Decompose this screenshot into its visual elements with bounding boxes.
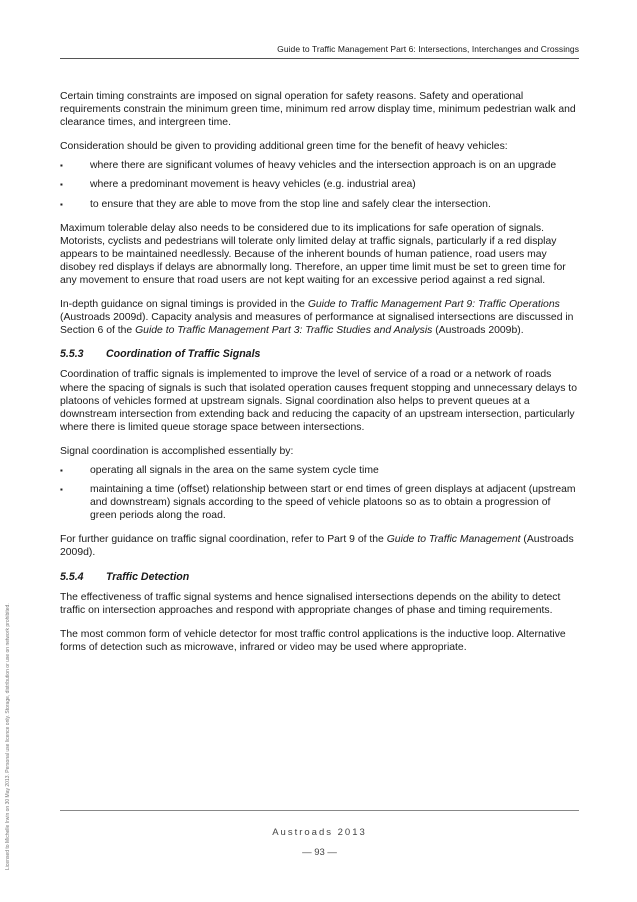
list-item: ▪ operating all signals in the area on the same system cycle time [60, 464, 579, 477]
reference-title: Guide to Traffic Management Part 9: Traffic Operations [307, 299, 560, 311]
reference-title: Guide to Traffic Management [386, 534, 521, 546]
section-heading-5-5-4 [60, 571, 579, 584]
running-header [60, 44, 579, 59]
footer-organisation: Austroads 2013 [272, 827, 367, 838]
page-number: — 93 — [302, 847, 337, 858]
footer-divider [60, 810, 579, 811]
paragraph: The most common form of vehicle detector for most traffic control applications is the inductive loop. Alternative forms of detection such as microwave, infrared or video may be used where appropriate. [60, 628, 566, 653]
paragraph-references [60, 298, 579, 337]
section-number: 5.5.4 [60, 570, 84, 583]
text-run: For further guidance on traffic signal coordination, refer to Part 9 of the [60, 534, 387, 546]
bullet-list-coordination [60, 464, 579, 522]
section-heading-5-5-3 [60, 348, 579, 361]
paragraph: Maximum tolerable delay also needs to be considered due to its implications for safe operation of signals. Motorists, cyclists and pedestrians will tolerate only limited delay at traffic signals, particularly if a red display appears to be maintained needlessly. Because of the inherent bounds of human patience, road users may disobey red displays if delays are abnormally long. Therefore, an upper time limit must be set to green time for any movement to ensure that road users are not kept waiting for an excessive period against a red signal. [60, 222, 566, 287]
text-run: (Austroads 2009b). [432, 325, 524, 337]
running-title: Guide to Traffic Management Part 6: Intersections, Interchanges and Crossings [277, 44, 579, 54]
paragraph: Certain timing constraints are imposed on signal operation for safety reasons. Safety and operational requirements constrain the minimum green time, minimum red arrow display time, minimum pedestrian walk and clearance times, and intergreen time. [60, 91, 576, 129]
list-item: ▪ to ensure that they are able to move from the stop line and safely clear the intersection. [60, 198, 579, 211]
text-run: (Austroads 2009d). Capacity analysis and measures of performance at signalised intersections are discussed in Section 6 of the [60, 312, 574, 337]
reference-title: Guide to Traffic Management Part 3: Traffic Studies and Analysis [135, 325, 433, 337]
bullet-list-heavy-vehicles [60, 159, 579, 210]
page-body [60, 90, 579, 665]
text-run: (Austroads 2009d). [60, 534, 574, 559]
section-title: Coordination of Traffic Signals [106, 348, 261, 361]
text-run: In-depth guidance on signal timings is provided in the [60, 299, 308, 311]
paragraph: Coordination of traffic signals is implemented to improve the level of service of a road or a network of roads where the spacing of signals is such that isolated operation causes frequent stopping and unnecessary delays to platoons of vehicles formed at upstream signals. Signal coordination also helps to prevent queues at a downstream intersection from extending back and reducing the capacity of an upstream intersection, particularly where there is limited queue storage space between intersections. [60, 369, 577, 433]
section-number: 5.5.3 [60, 348, 84, 361]
paragraph: Consideration should be given to providing additional green time for the benefit of heavy vehicles: [60, 141, 508, 153]
list-item: ▪ maintaining a time (offset) relationship between start or end times of green displays at adjacent (upstream and downstream) signals according to the speed of vehicle platoons so as to obtain a progression of green periods along the road. [60, 483, 579, 522]
paragraph-references [60, 533, 579, 559]
paragraph: Signal coordination is accomplished essentially by: [60, 445, 294, 457]
licence-watermark: Licensed to Michelle Irwin on 30 May 2013. Personal use licence only. Storage, distribution or use on network prohibited. [5, 603, 11, 870]
paragraph: The effectiveness of traffic signal systems and hence signalised intersections depends on the ability to detect traffic on intersection approaches and respond with appropriate changes of phase and timing requirements. [60, 591, 561, 616]
list-item: ▪ where a predominant movement is heavy vehicles (e.g. industrial area) [60, 178, 579, 191]
section-title: Traffic Detection [106, 570, 190, 583]
list-item: ▪ where there are significant volumes of heavy vehicles and the intersection approach is on an upgrade [60, 159, 579, 172]
